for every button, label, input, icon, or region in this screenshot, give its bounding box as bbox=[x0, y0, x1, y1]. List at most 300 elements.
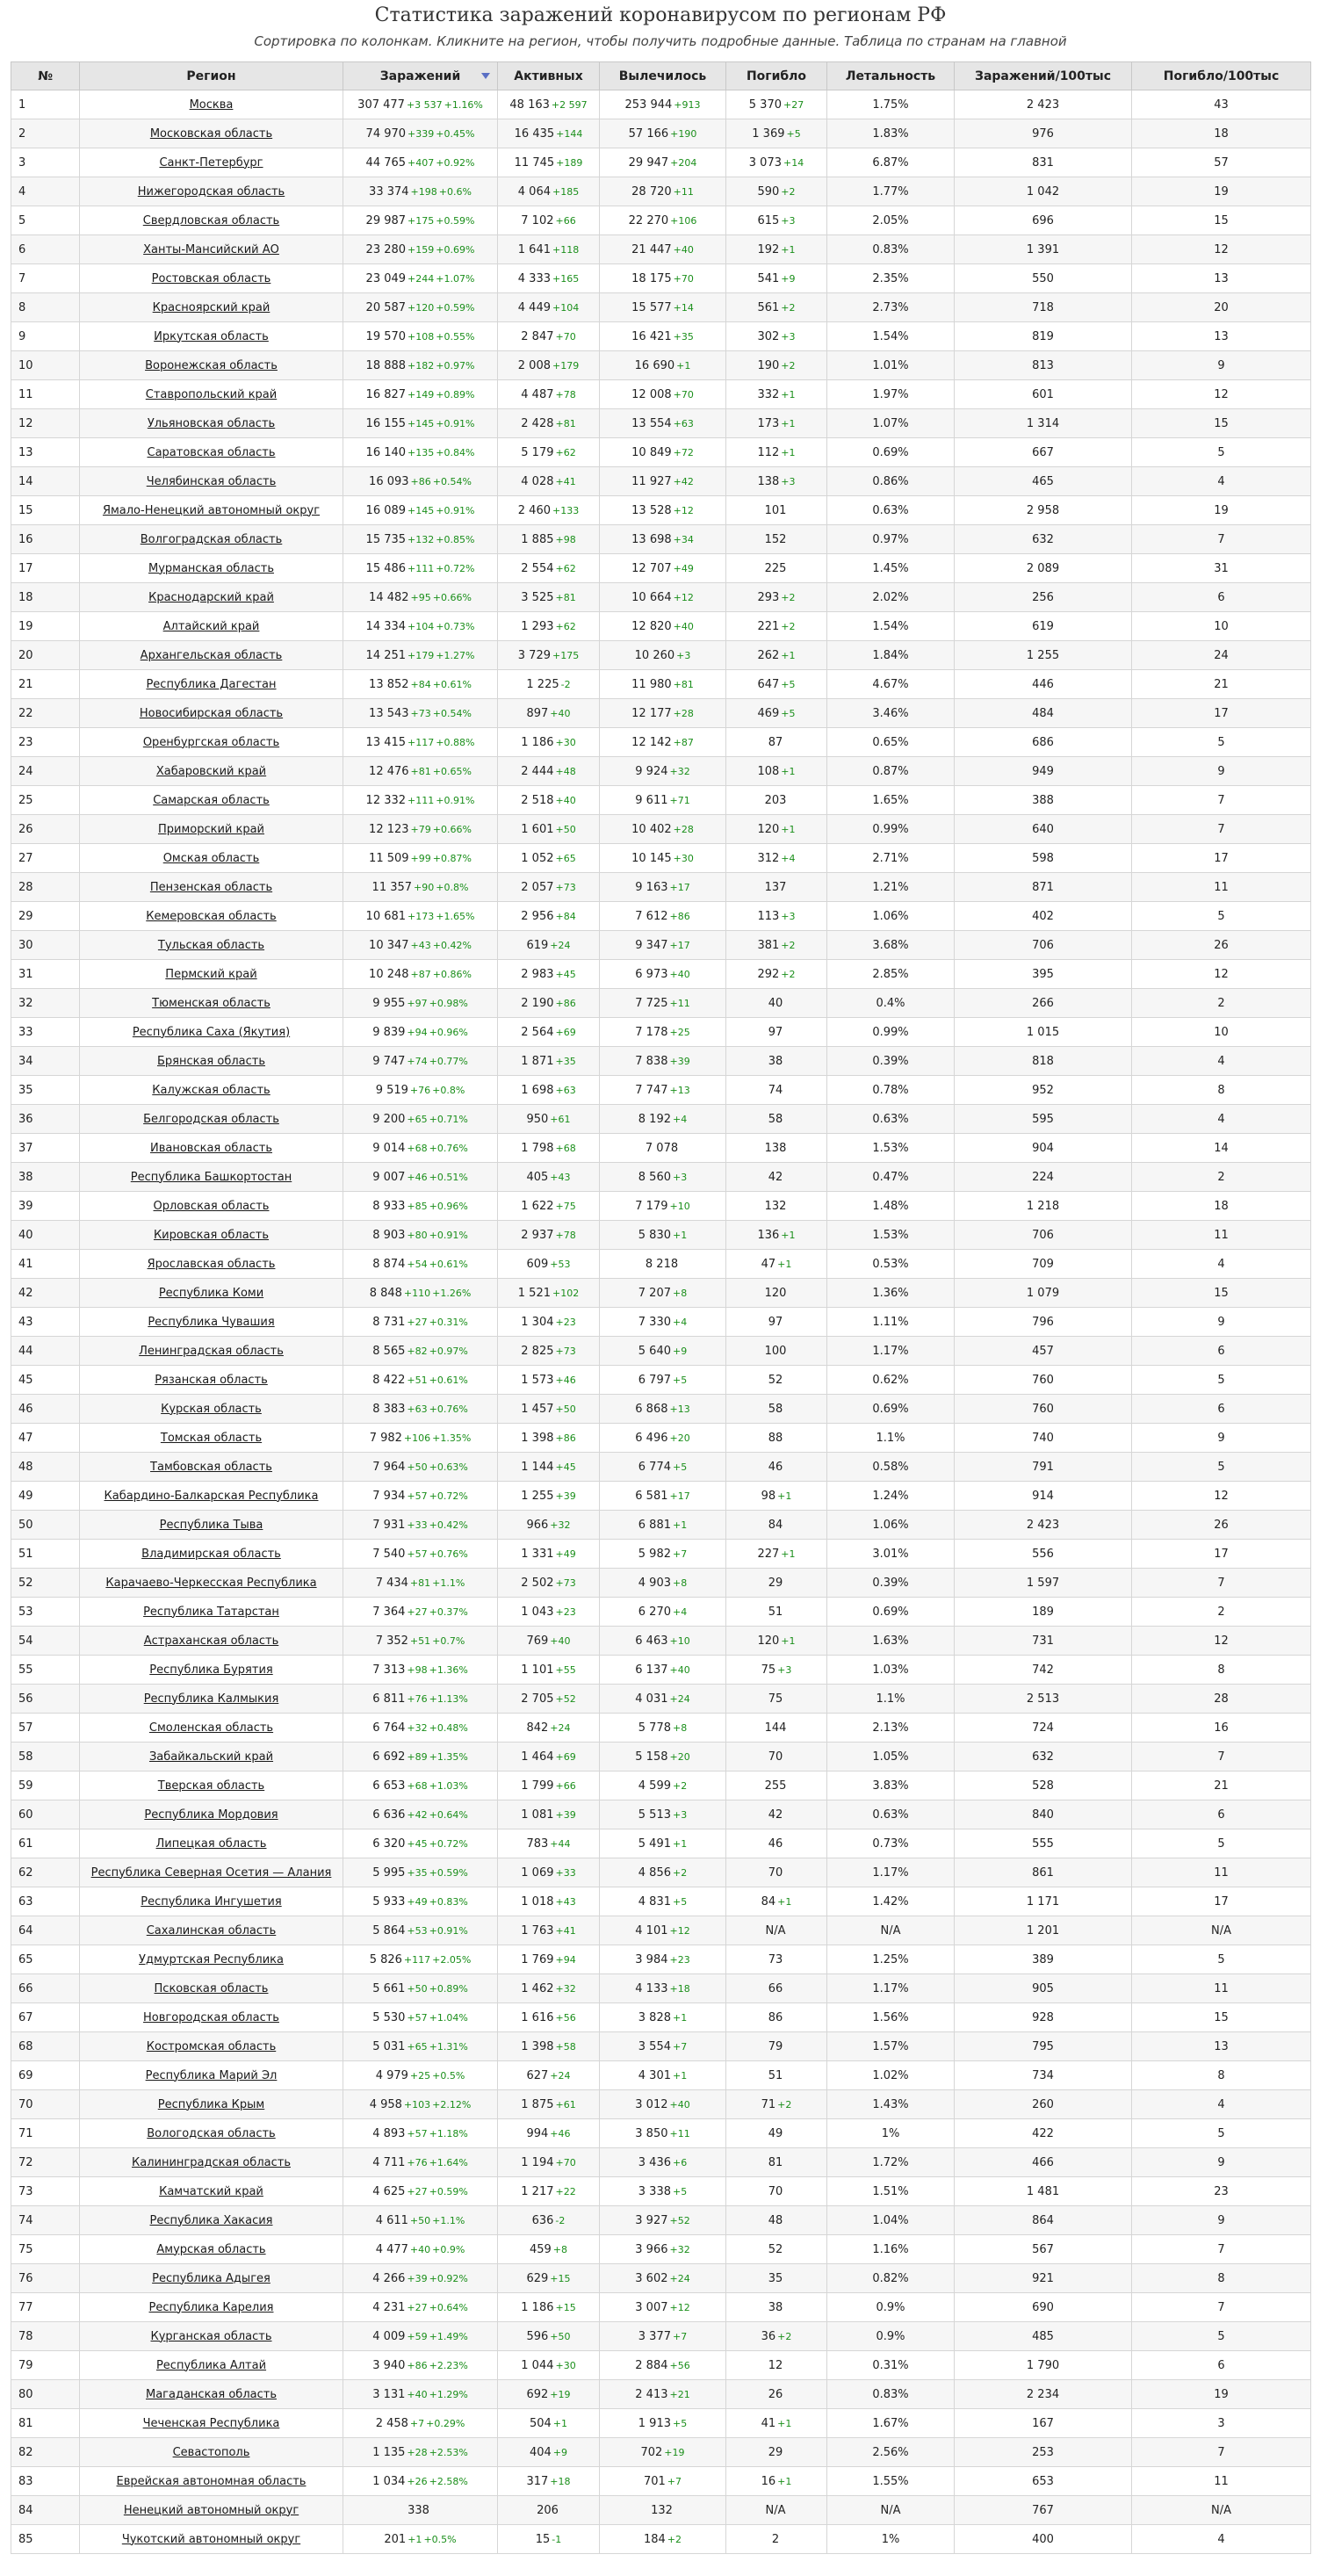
region-link[interactable]: Камчатский край bbox=[159, 2184, 263, 2198]
region-link[interactable]: Смоленская область bbox=[148, 1721, 274, 1735]
infected-value: 14 334 bbox=[365, 619, 407, 633]
cell-number: 79 bbox=[11, 2351, 80, 2380]
col-header-deaths-per-100k[interactable]: Погибло/100тыс bbox=[1132, 62, 1311, 90]
cell-deaths bbox=[726, 2003, 827, 2032]
infected-value: 4 231 bbox=[372, 2300, 406, 2314]
region-link[interactable]: Саратовская область bbox=[147, 445, 276, 459]
region-link[interactable]: Республика Марий Эл bbox=[145, 2068, 278, 2082]
recovered-value: 3 850 bbox=[635, 2126, 668, 2140]
active-value: 2 983 bbox=[521, 967, 554, 981]
cell-deaths bbox=[726, 902, 827, 931]
region-link[interactable]: Севастополь bbox=[172, 2445, 250, 2459]
cell-deaths bbox=[726, 1250, 827, 1279]
active-delta: +69 bbox=[555, 1026, 576, 1038]
deaths-delta: +1 bbox=[781, 765, 796, 777]
active-delta: +55 bbox=[555, 1663, 576, 1676]
col-header-infected[interactable] bbox=[343, 62, 498, 90]
region-link[interactable]: Республика Северная Осетия — Алания bbox=[90, 1865, 332, 1880]
cell-infected bbox=[343, 1192, 498, 1221]
cell-lethality: 1.48% bbox=[827, 1192, 955, 1221]
region-link[interactable]: Костромская область bbox=[146, 2039, 277, 2053]
cell-recovered bbox=[600, 264, 726, 293]
region-link[interactable]: Мурманская область bbox=[148, 561, 274, 575]
cell-number: 36 bbox=[11, 1105, 80, 1134]
table-row bbox=[11, 438, 1311, 467]
cell-region bbox=[80, 1250, 343, 1279]
active-value: 1 398 bbox=[521, 2039, 554, 2053]
infected-value: 201 bbox=[384, 2532, 407, 2546]
active-value: 1 601 bbox=[521, 822, 554, 836]
region-link[interactable]: Ивановская область bbox=[149, 1141, 272, 1155]
recovered-delta: +24 bbox=[669, 2272, 690, 2284]
infected-value: 7 364 bbox=[372, 1605, 406, 1619]
region-link[interactable]: Томская область bbox=[160, 1431, 263, 1445]
cell-active bbox=[498, 2438, 600, 2467]
region-link[interactable]: Астраханская область bbox=[143, 1634, 279, 1648]
cell-recovered bbox=[600, 1163, 726, 1192]
infected-delta: +82 bbox=[407, 1345, 428, 1357]
col-header-lethality[interactable]: Летальность bbox=[827, 62, 955, 90]
recovered-delta: +70 bbox=[673, 388, 694, 400]
active-value: 769 bbox=[526, 1634, 549, 1648]
cell-infected bbox=[343, 1656, 498, 1685]
cell-infected bbox=[343, 322, 498, 351]
cell-infected bbox=[343, 1829, 498, 1858]
deaths-value: 66 bbox=[768, 1981, 783, 1995]
col-header-infected-per-100k[interactable]: Заражений/100тыс bbox=[955, 62, 1132, 90]
infected-value: 8 383 bbox=[372, 1402, 406, 1416]
recovered-value: 132 bbox=[651, 2503, 673, 2517]
deaths-delta: +9 bbox=[781, 272, 796, 285]
region-link[interactable]: Самарская область bbox=[153, 793, 270, 807]
region-link[interactable]: Ярославская область bbox=[147, 1257, 276, 1271]
cell-number: 32 bbox=[11, 989, 80, 1018]
recovered-delta: +70 bbox=[673, 272, 694, 285]
cell-lethality: 1.06% bbox=[827, 1511, 955, 1540]
active-value: 16 435 bbox=[514, 126, 555, 141]
infected-delta: +339 bbox=[408, 127, 435, 140]
region-link[interactable]: Республика Коми bbox=[158, 1286, 264, 1300]
region-link[interactable]: Московская область bbox=[149, 126, 273, 141]
infected-value: 3 940 bbox=[372, 2358, 406, 2372]
region-link[interactable]: Чукотский автономный округ bbox=[121, 2532, 301, 2546]
region-link[interactable]: Москва bbox=[189, 97, 234, 112]
cell-lethality: 1.57% bbox=[827, 2032, 955, 2061]
region-link[interactable]: Волгоградская область bbox=[140, 532, 283, 546]
cell-deaths bbox=[726, 525, 827, 554]
cell-region bbox=[80, 1858, 343, 1887]
cell-recovered bbox=[600, 2293, 726, 2322]
region-link[interactable]: Челябинская область bbox=[146, 474, 277, 488]
region-link[interactable]: Рязанская область bbox=[155, 1373, 268, 1387]
cell-infected bbox=[343, 670, 498, 699]
region-link[interactable]: Калининградская область bbox=[132, 2155, 291, 2169]
cell-active bbox=[498, 2264, 600, 2293]
region-link[interactable]: Курганская область bbox=[150, 2329, 272, 2343]
table-row bbox=[11, 902, 1311, 931]
deaths-value: 120 bbox=[764, 1286, 787, 1300]
table-row bbox=[11, 815, 1311, 844]
deaths-value: 225 bbox=[764, 561, 787, 575]
cell-deaths-per-100k: 21 bbox=[1132, 670, 1311, 699]
cell-lethality: 1.1% bbox=[827, 1685, 955, 1714]
deaths-delta: +3 bbox=[781, 910, 796, 922]
region-link[interactable]: Ставропольский край bbox=[145, 387, 278, 401]
cell-infected bbox=[343, 1743, 498, 1771]
cell-lethality: 1.17% bbox=[827, 1337, 955, 1366]
region-link[interactable]: Хабаровский край bbox=[155, 764, 267, 778]
region-link[interactable]: Республика Карелия bbox=[148, 2300, 274, 2314]
table-row bbox=[11, 525, 1311, 554]
cell-recovered bbox=[600, 1511, 726, 1540]
region-link[interactable]: Красноярский край bbox=[152, 300, 270, 314]
recovered-delta: +39 bbox=[669, 1055, 690, 1067]
recovered-value: 10 664 bbox=[631, 590, 672, 604]
recovered-value: 4 133 bbox=[635, 1981, 668, 1995]
cell-active bbox=[498, 1018, 600, 1047]
region-link[interactable]: Республика Тыва bbox=[159, 1518, 263, 1532]
cell-lethality: 1.42% bbox=[827, 1887, 955, 1916]
cell-recovered bbox=[600, 177, 726, 206]
region-link[interactable]: Нижегородская область bbox=[137, 184, 285, 198]
region-link[interactable]: Забайкальский край bbox=[148, 1750, 274, 1764]
cell-region bbox=[80, 1192, 343, 1221]
region-link[interactable]: Магаданская область bbox=[146, 2387, 277, 2401]
table-row bbox=[11, 1453, 1311, 1482]
infected-percent: +1.27% bbox=[436, 649, 475, 661]
deaths-delta: +2 bbox=[777, 2330, 792, 2342]
region-link[interactable]: Орловская область bbox=[153, 1199, 270, 1213]
cell-deaths bbox=[726, 815, 827, 844]
infected-value: 9 014 bbox=[372, 1141, 406, 1155]
table-row bbox=[11, 2438, 1311, 2467]
active-delta: +56 bbox=[555, 2011, 576, 2024]
cell-infected bbox=[343, 2148, 498, 2177]
cell-number: 18 bbox=[11, 583, 80, 612]
recovered-delta: +40 bbox=[669, 1663, 690, 1676]
region-link[interactable]: Республика Адыгея bbox=[152, 2271, 270, 2285]
deaths-value: 46 bbox=[768, 1460, 783, 1474]
region-link[interactable]: Новгородская область bbox=[143, 2010, 279, 2024]
cell-deaths bbox=[726, 612, 827, 641]
cell-region bbox=[80, 1163, 343, 1192]
table-row bbox=[11, 1134, 1311, 1163]
cell-region bbox=[80, 641, 343, 670]
infected-percent: +0.91% bbox=[429, 1924, 468, 1937]
deaths-value: 112 bbox=[757, 445, 780, 459]
infected-delta: +80 bbox=[407, 1229, 428, 1241]
table-row bbox=[11, 1163, 1311, 1192]
recovered-delta: +11 bbox=[669, 2127, 690, 2139]
infected-value: 4 477 bbox=[375, 2242, 408, 2256]
cell-active bbox=[498, 612, 600, 641]
active-value: 405 bbox=[526, 1170, 549, 1184]
cell-deaths bbox=[726, 496, 827, 525]
infected-value: 4 266 bbox=[372, 2271, 406, 2285]
recovered-value: 3 012 bbox=[635, 2097, 668, 2111]
cell-region bbox=[80, 1018, 343, 1047]
cell-recovered bbox=[600, 1366, 726, 1395]
cell-active bbox=[498, 960, 600, 989]
cell-region bbox=[80, 1829, 343, 1858]
cell-infected-per-100k: 767 bbox=[955, 2496, 1132, 2525]
region-link[interactable]: Чеченская Республика bbox=[142, 2416, 280, 2430]
table-row bbox=[11, 177, 1311, 206]
cell-region bbox=[80, 2264, 343, 2293]
cell-infected-per-100k: 466 bbox=[955, 2148, 1132, 2177]
active-delta: +30 bbox=[555, 2359, 576, 2371]
region-link[interactable]: Вологодская область bbox=[147, 2126, 276, 2140]
recovered-value: 6 270 bbox=[638, 1605, 671, 1619]
region-link[interactable]: Кемеровская область bbox=[146, 909, 277, 923]
cell-number: 38 bbox=[11, 1163, 80, 1192]
deaths-value: 74 bbox=[768, 1083, 783, 1097]
active-value: 7 102 bbox=[521, 213, 554, 227]
cell-deaths-per-100k: 7 bbox=[1132, 2438, 1311, 2467]
region-link[interactable]: Республика Хакасия bbox=[149, 2213, 273, 2227]
cell-active bbox=[498, 2467, 600, 2496]
cell-infected bbox=[343, 467, 498, 496]
deaths-value: 2 bbox=[771, 2532, 780, 2546]
cell-infected bbox=[343, 2380, 498, 2409]
cell-recovered bbox=[600, 931, 726, 960]
cell-recovered bbox=[600, 293, 726, 322]
cell-recovered bbox=[600, 496, 726, 525]
cell-active bbox=[498, 2003, 600, 2032]
infected-value: 18 888 bbox=[365, 358, 407, 372]
cell-recovered bbox=[600, 786, 726, 815]
infected-percent: +1.07% bbox=[436, 272, 475, 285]
region-link[interactable]: Республика Татарстан bbox=[143, 1605, 279, 1619]
deaths-value: 262 bbox=[757, 648, 780, 662]
region-link[interactable]: Курская область bbox=[161, 1402, 262, 1416]
region-link[interactable]: Кировская область bbox=[153, 1228, 270, 1242]
cell-infected-per-100k: 389 bbox=[955, 1945, 1132, 1974]
cell-lethality: 1.1% bbox=[827, 1424, 955, 1453]
cell-deaths bbox=[726, 467, 827, 496]
recovered-delta: +86 bbox=[669, 910, 690, 922]
active-value: 4 064 bbox=[517, 184, 551, 198]
region-link[interactable]: Республика Крым bbox=[157, 2097, 265, 2111]
region-link[interactable]: Санкт-Петербург bbox=[159, 155, 263, 170]
region-link[interactable]: Республика Ингушетия bbox=[141, 1894, 282, 1909]
deaths-value: 144 bbox=[764, 1721, 787, 1735]
infected-percent: +0.83% bbox=[429, 1895, 468, 1908]
cell-region bbox=[80, 612, 343, 641]
region-link[interactable]: Липецкая область bbox=[155, 1836, 267, 1851]
region-link[interactable]: Республика Чувашия bbox=[148, 1315, 275, 1329]
deaths-value: 113 bbox=[757, 909, 780, 923]
cell-lethality: 4.67% bbox=[827, 670, 955, 699]
recovered-value: 701 bbox=[643, 2474, 666, 2488]
cell-lethality: 1.65% bbox=[827, 786, 955, 815]
cell-number: 1 bbox=[11, 90, 80, 119]
active-delta: +33 bbox=[555, 1866, 576, 1879]
active-delta: +102 bbox=[552, 1287, 580, 1299]
active-value: 1 798 bbox=[521, 1141, 554, 1155]
infected-value: 9 519 bbox=[375, 1083, 408, 1097]
region-link[interactable]: Пензенская область bbox=[149, 880, 273, 894]
region-link[interactable]: Еврейская автономная область bbox=[116, 2474, 307, 2488]
active-value: 950 bbox=[526, 1112, 549, 1126]
region-link[interactable]: Иркутская область bbox=[154, 329, 269, 343]
table-row bbox=[11, 1916, 1311, 1945]
infected-value: 20 587 bbox=[365, 300, 407, 314]
region-link[interactable]: Краснодарский край bbox=[148, 590, 274, 604]
region-link[interactable]: Тверская область bbox=[157, 1779, 265, 1793]
region-link[interactable]: Воронежская область bbox=[145, 358, 278, 372]
deaths-value: 152 bbox=[764, 532, 787, 546]
cell-active bbox=[498, 1192, 600, 1221]
cell-region bbox=[80, 119, 343, 148]
region-link[interactable]: Республика Саха (Якутия) bbox=[132, 1025, 291, 1039]
region-link[interactable]: Тульская область bbox=[157, 938, 265, 952]
region-link[interactable]: Тамбовская область bbox=[150, 1460, 272, 1474]
region-link[interactable]: Ленинградская область bbox=[139, 1344, 284, 1358]
cell-infected-per-100k: 706 bbox=[955, 1221, 1132, 1250]
cell-recovered bbox=[600, 2525, 726, 2554]
region-link[interactable]: Пермский край bbox=[165, 967, 257, 981]
cell-active bbox=[498, 2061, 600, 2090]
infected-percent: +1.13% bbox=[429, 1692, 468, 1705]
region-link[interactable]: Республика Калмыкия bbox=[143, 1692, 279, 1706]
col-header-region[interactable]: Регион bbox=[80, 62, 343, 90]
table-row bbox=[11, 786, 1311, 815]
region-link[interactable]: Брянская область bbox=[156, 1054, 266, 1068]
region-link[interactable]: Кабардино-Балкарская Республика bbox=[104, 1489, 319, 1503]
region-link[interactable]: Калужская область bbox=[152, 1083, 270, 1097]
region-link[interactable]: Белгородская область bbox=[143, 1112, 279, 1126]
region-link[interactable]: Республика Башкортостан bbox=[130, 1170, 292, 1184]
table-row bbox=[11, 1395, 1311, 1424]
region-link[interactable]: Сахалинская область bbox=[146, 1923, 277, 1937]
region-link[interactable]: Тюменская область bbox=[152, 996, 270, 1010]
recovered-value: 4 301 bbox=[638, 2068, 671, 2082]
recovered-value: 5 778 bbox=[638, 1721, 671, 1735]
infected-delta: +33 bbox=[407, 1519, 428, 1531]
table-row bbox=[11, 206, 1311, 235]
cell-region bbox=[80, 815, 343, 844]
infected-value: 8 933 bbox=[372, 1199, 406, 1213]
infected-delta: +79 bbox=[410, 823, 431, 835]
infected-value: 7 540 bbox=[372, 1547, 406, 1561]
cell-deaths-per-100k: 6 bbox=[1132, 1395, 1311, 1424]
region-link[interactable]: Ульяновская область bbox=[147, 416, 276, 430]
table-row bbox=[11, 612, 1311, 641]
infected-delta: +145 bbox=[408, 417, 435, 429]
cell-infected-per-100k: 2 234 bbox=[955, 2380, 1132, 2409]
region-link[interactable]: Республика Алтай bbox=[155, 2358, 267, 2372]
cell-recovered bbox=[600, 902, 726, 931]
deaths-value: 97 bbox=[768, 1025, 783, 1039]
region-link[interactable]: Псковская область bbox=[154, 1981, 269, 1995]
region-link[interactable]: Новосибирская область bbox=[139, 706, 284, 720]
infected-value: 23 049 bbox=[365, 271, 407, 285]
cell-active bbox=[498, 2525, 600, 2554]
cell-number: 4 bbox=[11, 177, 80, 206]
cell-deaths-per-100k: 17 bbox=[1132, 699, 1311, 728]
cell-deaths bbox=[726, 1511, 827, 1540]
cell-lethality: 2.73% bbox=[827, 293, 955, 322]
infected-percent: +0.96% bbox=[429, 1026, 468, 1038]
cell-lethality: 0.83% bbox=[827, 235, 955, 264]
cell-active bbox=[498, 2235, 600, 2264]
table-row bbox=[11, 960, 1311, 989]
table-row bbox=[11, 1337, 1311, 1366]
cell-number: 3 bbox=[11, 148, 80, 177]
col-header-number[interactable]: № bbox=[11, 62, 80, 90]
recovered-delta: +7 bbox=[667, 2475, 682, 2487]
cell-infected bbox=[343, 1800, 498, 1829]
active-delta: +2 597 bbox=[551, 98, 588, 111]
region-link[interactable]: Архангельская область bbox=[140, 648, 283, 662]
infected-delta: +110 bbox=[403, 1287, 431, 1299]
cell-lethality: 1.54% bbox=[827, 612, 955, 641]
region-link[interactable]: Ханты-Мансийский АО bbox=[143, 242, 279, 256]
active-value: 1 641 bbox=[517, 242, 551, 256]
active-value: 1 457 bbox=[521, 1402, 554, 1416]
region-link[interactable]: Оренбургская область bbox=[142, 735, 280, 749]
cell-infected-per-100k: 742 bbox=[955, 1656, 1132, 1685]
region-link[interactable]: Ямало-Ненецкий автономный округ bbox=[102, 503, 321, 517]
cell-deaths-per-100k: 17 bbox=[1132, 1887, 1311, 1916]
region-link[interactable]: Приморский край bbox=[157, 822, 265, 836]
cell-infected-per-100k: 840 bbox=[955, 1800, 1132, 1829]
col-header-recovered[interactable]: Вылечилось bbox=[600, 62, 726, 90]
recovered-value: 3 828 bbox=[638, 2010, 671, 2024]
region-link[interactable]: Амурская область bbox=[156, 2242, 266, 2256]
cell-deaths-per-100k: 5 bbox=[1132, 1829, 1311, 1858]
cell-deaths bbox=[726, 2525, 827, 2554]
cell-lethality: 0.53% bbox=[827, 1250, 955, 1279]
cell-recovered bbox=[600, 206, 726, 235]
infected-delta: +59 bbox=[407, 2330, 428, 2342]
region-link[interactable]: Ростовская область bbox=[151, 271, 271, 285]
recovered-value: 5 513 bbox=[638, 1808, 671, 1822]
cell-number: 66 bbox=[11, 1974, 80, 2003]
cell-infected-per-100k: 1 042 bbox=[955, 177, 1132, 206]
cell-region bbox=[80, 1366, 343, 1395]
recovered-value: 7 078 bbox=[645, 1141, 679, 1155]
cell-infected bbox=[343, 2032, 498, 2061]
infected-value: 5 933 bbox=[372, 1894, 406, 1909]
cell-deaths-per-100k: 24 bbox=[1132, 641, 1311, 670]
cell-infected bbox=[343, 873, 498, 902]
region-link[interactable]: Омская область bbox=[162, 851, 260, 865]
col-header-active[interactable]: Активных bbox=[498, 62, 600, 90]
cell-number: 42 bbox=[11, 1279, 80, 1308]
region-link[interactable]: Владимирская область bbox=[141, 1547, 281, 1561]
region-link[interactable]: Алтайский край bbox=[162, 619, 260, 633]
active-value: 2 190 bbox=[521, 996, 554, 1010]
infected-delta: +43 bbox=[410, 939, 431, 951]
cell-region bbox=[80, 1424, 343, 1453]
region-link[interactable]: Удмуртская Республика bbox=[139, 1952, 284, 1966]
infected-value: 19 570 bbox=[365, 329, 407, 343]
region-link[interactable]: Ненецкий автономный округ bbox=[123, 2503, 299, 2517]
region-link[interactable]: Республика Бурятия bbox=[149, 1663, 273, 1677]
deaths-value: 138 bbox=[757, 474, 780, 488]
region-link[interactable]: Республика Мордовия bbox=[144, 1808, 278, 1822]
infected-delta: +159 bbox=[408, 243, 435, 256]
region-link[interactable]: Карачаево-Черкесская Республика bbox=[105, 1576, 317, 1590]
active-value: 636 bbox=[531, 2213, 554, 2227]
cell-infected bbox=[343, 2206, 498, 2235]
region-link[interactable]: Республика Дагестан bbox=[146, 677, 277, 691]
region-link[interactable]: Свердловская область bbox=[142, 213, 280, 227]
col-header-deaths[interactable]: Погибло bbox=[726, 62, 827, 90]
cell-infected-per-100k: 556 bbox=[955, 1540, 1132, 1569]
